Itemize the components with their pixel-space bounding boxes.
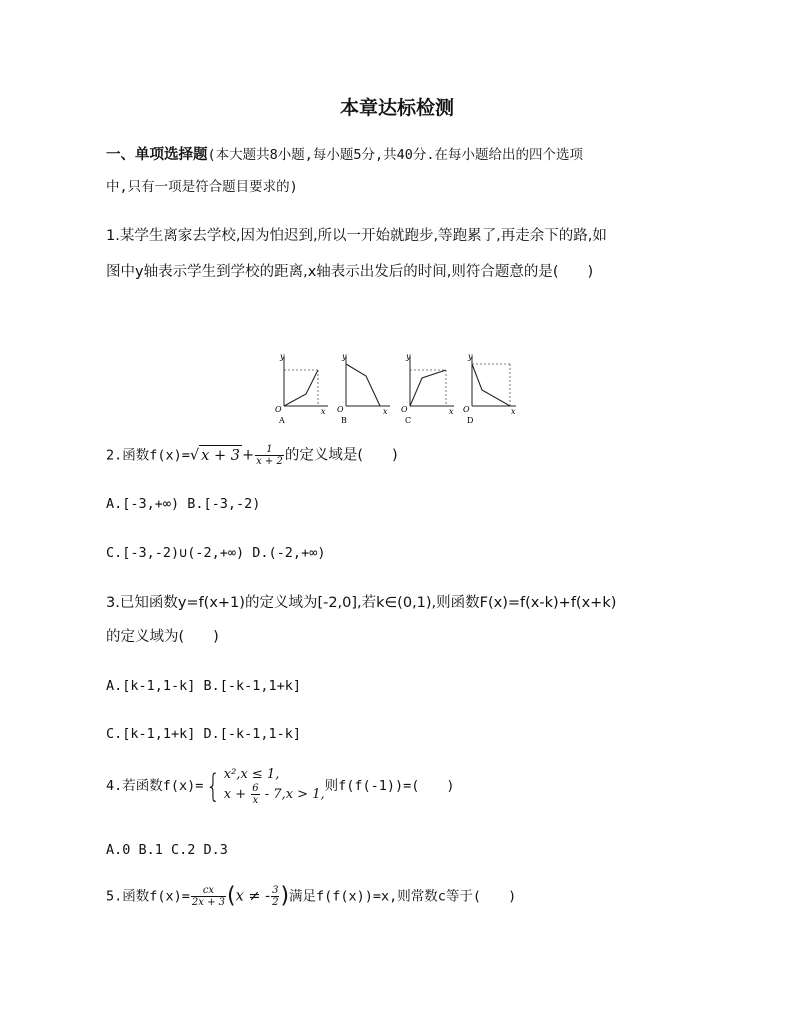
q4-case1: x²,x ≤ 1,	[223, 767, 280, 782]
graph-a-origin-label: O	[275, 405, 282, 414]
q5-cond-fraction	[271, 885, 279, 908]
q2-options-ab: A.[-3,+∞) B.[-3,-2)	[106, 496, 261, 512]
graph-b-x-label: x	[383, 407, 388, 416]
q5-stem	[106, 885, 516, 908]
graph-c-origin-label: O	[401, 405, 408, 414]
graph-b-origin-label: O	[337, 405, 344, 414]
section-header	[106, 145, 583, 165]
q4-cases	[224, 766, 325, 806]
graph-d-y-label: y	[468, 352, 473, 361]
q5-open-paren: (	[227, 883, 236, 909]
q2-fraction	[255, 444, 284, 467]
q2-frac-den: x + 2	[256, 456, 283, 467]
q3-options-ab: A.[k-1,1-k] B.[-k-1,1+k]	[106, 678, 302, 694]
q2-options-cd: C.[-3,-2)∪(-2,+∞) D.(-2,+∞)	[106, 545, 326, 561]
q2-sqrt-sign: √	[189, 447, 200, 464]
section-desc-line2: 中,只有一项是符合题目要求的)	[106, 179, 298, 195]
q2-sqrt-arg: x + 3	[199, 445, 242, 466]
graph-c	[401, 352, 454, 425]
q5-fraction	[191, 885, 226, 908]
q5-prefix: 5.函数f(x)=	[106, 888, 190, 905]
q4-case2-num: 6	[252, 783, 259, 794]
graph-c-y-label: y	[406, 352, 411, 361]
graph-c-x-label: x	[449, 407, 454, 416]
q1-graphs-figure	[268, 350, 524, 426]
q5-frac-den: 2x + 3	[191, 897, 226, 908]
q2-suffix: 的定义域是( )	[284, 447, 398, 464]
page-title: 本章达标检测	[339, 97, 454, 119]
q1-line2: 图中y轴表示学生到学校的距离,x轴表示出发后的时间,则符合题意的是( )	[106, 264, 594, 280]
graph-b-y-label: y	[342, 352, 347, 361]
q5-cond-num: 3	[272, 885, 279, 896]
graph-c-label: C	[405, 416, 412, 425]
section-desc-line1: (本大题共8小题,每小题5分,共40分.在每小题给出的四个选项	[207, 147, 584, 163]
section-heading: 一、单项选择题	[106, 147, 208, 163]
q2-frac-num: 1	[255, 444, 284, 456]
graph-a-x-label: x	[321, 407, 326, 416]
q5-cond-den: 2	[272, 897, 279, 908]
graph-d-origin-label: O	[463, 405, 470, 414]
q2-prefix: 2.函数f(x)=	[106, 447, 190, 464]
graph-b-label: B	[341, 416, 347, 425]
q5-suffix: 满足f(f(x))=x,则常数c等于( )	[289, 888, 517, 905]
q5-close-paren: )	[280, 883, 290, 909]
q2-stem	[106, 444, 398, 467]
q4-suffix: 则f(f(-1))=( )	[324, 778, 455, 794]
q5-cond-a: x ≠ -	[235, 888, 271, 905]
q4-case2-fraction	[251, 783, 259, 806]
q4-case2-b: - 7,x > 1,	[260, 787, 325, 802]
q4-case2-a: x +	[223, 787, 251, 802]
graph-d	[463, 352, 516, 425]
graph-d-label: D	[467, 416, 474, 425]
graph-d-x-label: x	[511, 407, 516, 416]
q2-plus: +	[241, 447, 255, 464]
q4-prefix: 4.若函数f(x)=	[106, 778, 204, 794]
q3-options-cd: C.[k-1,1+k] D.[-k-1,1-k]	[106, 726, 302, 742]
q4-case2-den: x	[252, 795, 259, 806]
graph-a-label: A	[279, 416, 285, 425]
graph-a-y-label: y	[280, 352, 285, 361]
graph-a	[275, 352, 328, 425]
q4-case2	[224, 783, 325, 806]
q1-line1: 1.某学生离家去学校,因为怕迟到,所以一开始就跑步,等跑累了,再走余下的路,如	[106, 228, 607, 244]
graph-b	[337, 352, 390, 425]
q5-frac-num: cx	[191, 885, 226, 897]
q4-brace: {	[206, 767, 221, 805]
q3-line1: 3.已知函数y=f(x+1)的定义域为[-2,0],若k∈(0,1),则函数F(x)=f(x-k)+f(x+k)	[106, 595, 617, 611]
q3-line2: 的定义域为( )	[106, 629, 219, 645]
q4-options: A.0 B.1 C.2 D.3	[106, 842, 228, 858]
q4-stem	[106, 766, 455, 806]
